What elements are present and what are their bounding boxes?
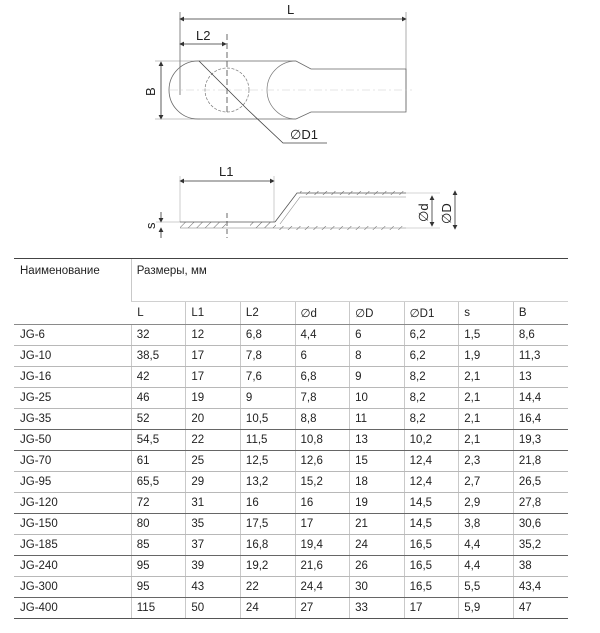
cell-value: 12,5 xyxy=(240,451,295,472)
barrel-bottom-hatch xyxy=(276,226,406,230)
table-row xyxy=(14,535,568,556)
cell-value: 22 xyxy=(240,577,295,598)
cell-value: 27 xyxy=(295,598,350,619)
cell-value: 6,8 xyxy=(240,325,295,346)
column-header-D: ∅D xyxy=(350,302,405,325)
cell-value: 11,3 xyxy=(513,346,568,367)
cell-value: 16 xyxy=(295,493,350,514)
cell-value: 39 xyxy=(186,556,241,577)
cell-value: 1,9 xyxy=(459,346,514,367)
table-row xyxy=(14,325,568,346)
cell-value: 11 xyxy=(350,409,405,430)
row-name: JG-70 xyxy=(14,451,131,472)
cell-value: 16,8 xyxy=(240,535,295,556)
cell-value: 14,4 xyxy=(513,388,568,409)
cable-lug-technical-drawing xyxy=(0,0,600,255)
table-row xyxy=(14,472,568,493)
cell-value: 8,2 xyxy=(404,367,459,388)
barrel-hatch xyxy=(300,191,406,195)
row-name: JG-240 xyxy=(14,556,131,577)
cell-value: 2,1 xyxy=(459,409,514,430)
cell-value: 9 xyxy=(350,367,405,388)
cell-value: 30,6 xyxy=(513,514,568,535)
cell-value: 32 xyxy=(131,325,186,346)
row-name: JG-16 xyxy=(14,367,131,388)
row-name: JG-120 xyxy=(14,493,131,514)
cell-value: 10,8 xyxy=(295,430,350,451)
row-name: JG-10 xyxy=(14,346,131,367)
cell-value: 10 xyxy=(350,388,405,409)
cell-value: 17 xyxy=(186,367,241,388)
cell-value: 37 xyxy=(186,535,241,556)
cell-value: 2,9 xyxy=(459,493,514,514)
row-name: JG-400 xyxy=(14,598,131,619)
cell-value: 19,4 xyxy=(295,535,350,556)
cell-value: 16,5 xyxy=(404,556,459,577)
row-name: JG-6 xyxy=(14,325,131,346)
cell-value: 22 xyxy=(186,430,241,451)
cell-value: 31 xyxy=(186,493,241,514)
cell-value: 6 xyxy=(295,346,350,367)
palm-section xyxy=(180,222,226,228)
cell-value: 14,5 xyxy=(404,493,459,514)
cell-value: 2,1 xyxy=(459,388,514,409)
cell-value: 7,8 xyxy=(240,346,295,367)
column-header-s: s xyxy=(459,302,514,325)
label-L2: L2 xyxy=(196,28,211,43)
cell-value: 24 xyxy=(240,598,295,619)
cell-value: 15 xyxy=(350,451,405,472)
cell-value: 13,2 xyxy=(240,472,295,493)
header-dimensions: Размеры, мм xyxy=(131,259,568,302)
side-view xyxy=(143,164,455,238)
cell-value: 54,5 xyxy=(131,430,186,451)
cell-value: 16 xyxy=(240,493,295,514)
label-B: B xyxy=(143,87,158,96)
header-name: Наименование xyxy=(14,259,131,325)
cell-value: 14,5 xyxy=(404,514,459,535)
table-row xyxy=(14,514,568,535)
row-name: JG-300 xyxy=(14,577,131,598)
cell-value: 17 xyxy=(404,598,459,619)
table-row xyxy=(14,346,568,367)
barrel-top-wall-inner xyxy=(280,197,406,224)
cell-value: 18 xyxy=(350,472,405,493)
cell-value: 12,6 xyxy=(295,451,350,472)
cell-value: 7,6 xyxy=(240,367,295,388)
cell-value: 2,1 xyxy=(459,367,514,388)
cell-value: 12,4 xyxy=(404,451,459,472)
table-row xyxy=(14,493,568,514)
cell-value: 30 xyxy=(350,577,405,598)
cell-value: 24 xyxy=(350,535,405,556)
cell-value: 29 xyxy=(186,472,241,493)
cell-value: 6,8 xyxy=(295,367,350,388)
cell-value: 8 xyxy=(350,346,405,367)
cell-value: 8,6 xyxy=(513,325,568,346)
cell-value: 19,2 xyxy=(240,556,295,577)
cell-value: 3,8 xyxy=(459,514,514,535)
cell-value: 16,5 xyxy=(404,577,459,598)
cell-value: 33 xyxy=(350,598,405,619)
table-row xyxy=(14,556,568,577)
cell-value: 38 xyxy=(513,556,568,577)
cell-value: 2,3 xyxy=(459,451,514,472)
label-D1: ∅D1 xyxy=(290,127,318,142)
cell-value: 46 xyxy=(131,388,186,409)
cell-value: 8,2 xyxy=(404,388,459,409)
cell-value: 47 xyxy=(513,598,568,619)
cell-value: 13 xyxy=(350,430,405,451)
cell-value: 25 xyxy=(186,451,241,472)
cell-value: 8,8 xyxy=(295,409,350,430)
column-header-B: B xyxy=(513,302,568,325)
table-row xyxy=(14,451,568,472)
cell-value: 115 xyxy=(131,598,186,619)
column-header-L2: L2 xyxy=(240,302,295,325)
cell-value: 19 xyxy=(186,388,241,409)
cell-value: 21 xyxy=(350,514,405,535)
cell-value: 4,4 xyxy=(459,535,514,556)
table-row xyxy=(14,577,568,598)
row-name: JG-95 xyxy=(14,472,131,493)
cell-value: 27,8 xyxy=(513,493,568,514)
column-header-d: ∅d xyxy=(295,302,350,325)
cell-value: 43,4 xyxy=(513,577,568,598)
cell-value: 5,5 xyxy=(459,577,514,598)
cell-value: 72 xyxy=(131,493,186,514)
cell-value: 16,4 xyxy=(513,409,568,430)
table-row xyxy=(14,367,568,388)
row-name: JG-150 xyxy=(14,514,131,535)
cell-value: 6 xyxy=(350,325,405,346)
cell-value: 11,5 xyxy=(240,430,295,451)
cell-value: 13 xyxy=(513,367,568,388)
cell-value: 4,4 xyxy=(295,325,350,346)
cell-value: 2,1 xyxy=(459,430,514,451)
cell-value: 26 xyxy=(350,556,405,577)
palm-section xyxy=(250,222,276,228)
cell-value: 80 xyxy=(131,514,186,535)
row-name: JG-25 xyxy=(14,388,131,409)
table-row xyxy=(14,388,568,409)
cell-value: 12,4 xyxy=(404,472,459,493)
cell-value: 7,8 xyxy=(295,388,350,409)
cell-value: 50 xyxy=(186,598,241,619)
cell-value: 6,2 xyxy=(404,346,459,367)
cell-value: 26,5 xyxy=(513,472,568,493)
cell-value: 65,5 xyxy=(131,472,186,493)
cell-value: 95 xyxy=(131,577,186,598)
cell-value: 10,5 xyxy=(240,409,295,430)
cell-value: 8,2 xyxy=(404,409,459,430)
cell-value: 17,5 xyxy=(240,514,295,535)
specifications-table xyxy=(14,258,568,619)
row-name: JG-185 xyxy=(14,535,131,556)
cell-value: 38,5 xyxy=(131,346,186,367)
column-header-D1: ∅D1 xyxy=(404,302,459,325)
cell-value: 35,2 xyxy=(513,535,568,556)
cell-value: 35 xyxy=(186,514,241,535)
cell-value: 85 xyxy=(131,535,186,556)
cell-value: 42 xyxy=(131,367,186,388)
cell-value: 19 xyxy=(350,493,405,514)
cell-value: 21,8 xyxy=(513,451,568,472)
cell-value: 15,2 xyxy=(295,472,350,493)
cell-value: 21,6 xyxy=(295,556,350,577)
top-view xyxy=(143,2,412,143)
cell-value: 17 xyxy=(186,346,241,367)
cell-value: 61 xyxy=(131,451,186,472)
cell-value: 43 xyxy=(186,577,241,598)
row-name: JG-50 xyxy=(14,430,131,451)
cell-value: 95 xyxy=(131,556,186,577)
table-row xyxy=(14,430,568,451)
column-header-L1: L1 xyxy=(186,302,241,325)
table-row xyxy=(14,598,568,619)
cell-value: 2,7 xyxy=(459,472,514,493)
cell-value: 24,4 xyxy=(295,577,350,598)
cell-value: 16,5 xyxy=(404,535,459,556)
cell-value: 17 xyxy=(295,514,350,535)
cell-value: 10,2 xyxy=(404,430,459,451)
cell-value: 20 xyxy=(186,409,241,430)
barrel-top-wall xyxy=(275,193,406,222)
label-d: ∅d xyxy=(416,203,431,222)
column-header-L: L xyxy=(131,302,186,325)
cell-value: 6,2 xyxy=(404,325,459,346)
table-row xyxy=(14,409,568,430)
label-L: L xyxy=(287,2,295,17)
cell-value: 12 xyxy=(186,325,241,346)
label-s: s xyxy=(143,222,158,229)
row-name: JG-35 xyxy=(14,409,131,430)
cell-value: 19,3 xyxy=(513,430,568,451)
label-D: ∅D xyxy=(439,203,454,224)
cell-value: 5,9 xyxy=(459,598,514,619)
cell-value: 4,4 xyxy=(459,556,514,577)
cell-value: 52 xyxy=(131,409,186,430)
table-header-row xyxy=(14,259,568,302)
cell-value: 1,5 xyxy=(459,325,514,346)
cell-value: 9 xyxy=(240,388,295,409)
label-L1: L1 xyxy=(219,164,234,179)
